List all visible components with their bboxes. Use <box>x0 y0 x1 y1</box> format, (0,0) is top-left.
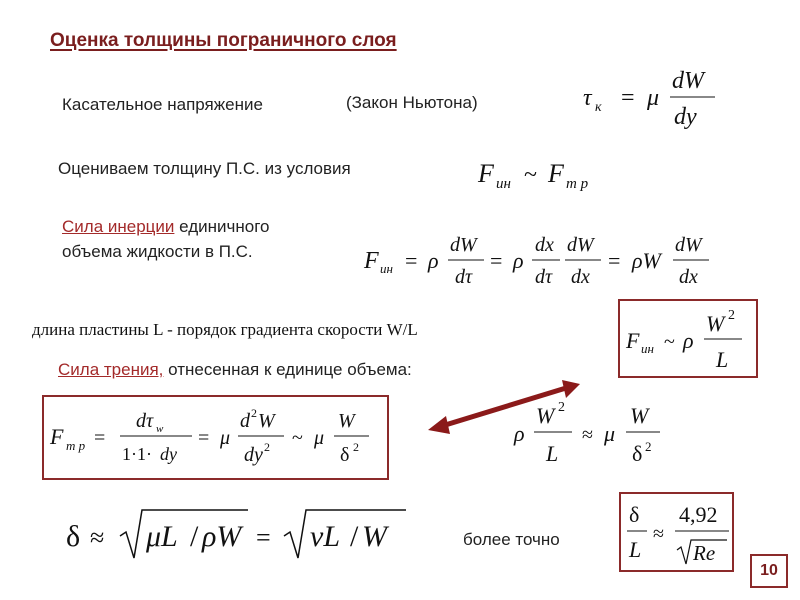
svg-text:≈: ≈ <box>90 523 105 552</box>
svg-text:/: / <box>350 520 359 553</box>
svg-text:μ: μ <box>314 427 325 449</box>
svg-text:L: L <box>546 441 559 466</box>
svg-text:μ: μ <box>220 427 231 449</box>
svg-text:≈: ≈ <box>582 424 593 446</box>
svg-text:dτ: dτ <box>535 266 553 288</box>
svg-text:2: 2 <box>353 440 359 454</box>
svg-text:w: w <box>156 423 164 435</box>
svg-text:≈: ≈ <box>653 523 664 545</box>
more-precise-label: более точно <box>463 530 560 549</box>
inertia-term: Сила инерции <box>62 217 175 236</box>
svg-text:dx: dx <box>679 266 698 288</box>
svg-text:F: F <box>626 328 640 353</box>
svg-text:~: ~ <box>292 427 303 449</box>
svg-text:W: W <box>258 410 275 432</box>
inertia-line1 <box>62 216 270 238</box>
condition-formula <box>470 148 630 198</box>
svg-text:L: L <box>629 537 642 562</box>
svg-text:~: ~ <box>664 331 675 353</box>
svg-text:т р: т р <box>66 438 86 453</box>
svg-text:=: = <box>94 427 106 449</box>
svg-text:L: L <box>716 347 729 372</box>
svg-text:W: W <box>706 311 725 336</box>
friction-rest: отнесенная к единице объема: <box>163 360 412 379</box>
svg-text:ин: ин <box>496 176 511 192</box>
friction-line <box>58 359 412 381</box>
svg-text:к: к <box>595 100 602 115</box>
svg-text:δ: δ <box>340 444 350 466</box>
estimate-label: Оцениваем толщину П.С. из условия <box>58 159 351 178</box>
svg-text:dy: dy <box>674 104 697 130</box>
svg-text:dW: dW <box>675 234 702 256</box>
svg-text:=: = <box>490 248 503 273</box>
svg-text:ρ: ρ <box>683 328 694 353</box>
inertia-estimate-box <box>618 299 758 378</box>
svg-text:=: = <box>608 248 621 273</box>
friction-box <box>42 395 389 480</box>
inertia-line2: объема жидкости в П.С. <box>62 242 253 261</box>
svg-text:1·1·: 1·1· <box>122 444 152 464</box>
svg-text:F: F <box>548 159 564 188</box>
svg-text:τ: τ <box>583 85 592 111</box>
svg-text:dτ: dτ <box>136 410 154 432</box>
tangential-label: Касательное напряжение <box>62 95 263 114</box>
svg-text:dx: dx <box>535 234 554 256</box>
svg-text:2: 2 <box>251 406 257 420</box>
svg-text:ρW: ρW <box>202 520 242 553</box>
svg-text:d: d <box>240 410 250 432</box>
svg-text:=: = <box>621 85 635 111</box>
svg-text:Re: Re <box>693 541 716 565</box>
svg-text:dW: dW <box>450 234 477 256</box>
svg-text:νL: νL <box>310 520 340 553</box>
svg-text:2: 2 <box>558 400 565 415</box>
friction-formula <box>44 397 387 478</box>
svg-text:μ: μ <box>604 421 616 446</box>
svg-text:dx: dx <box>571 266 590 288</box>
inertia-formula <box>360 225 760 295</box>
svg-text:dτ: dτ <box>455 266 473 288</box>
svg-text:W: W <box>338 410 355 432</box>
svg-text:ин: ин <box>380 261 393 276</box>
svg-text:dy: dy <box>160 444 177 464</box>
balance-formula <box>508 395 678 475</box>
svg-text:ин: ин <box>641 341 654 356</box>
page-title: Оценка толщины пограничного слоя <box>50 30 397 51</box>
precise-formula <box>621 494 732 570</box>
newton-law-label: (Закон Ньютона) <box>346 93 478 112</box>
svg-text:=: = <box>405 248 418 273</box>
svg-text:ρ: ρ <box>428 248 439 273</box>
svg-text:W: W <box>536 403 555 428</box>
svg-text:~: ~ <box>524 162 537 188</box>
svg-text:dW: dW <box>672 68 704 94</box>
svg-text:/: / <box>190 520 199 553</box>
svg-text:ρ: ρ <box>513 248 524 273</box>
page-number: 10 <box>750 554 788 588</box>
svg-text:2: 2 <box>645 439 652 454</box>
svg-text:δ: δ <box>632 441 643 466</box>
svg-text:dy: dy <box>244 444 263 466</box>
friction-term: Сила трения, <box>58 360 164 379</box>
svg-text:μL: μL <box>146 520 178 553</box>
svg-text:δ: δ <box>66 520 81 553</box>
svg-text:W: W <box>362 520 387 553</box>
svg-text:F: F <box>478 159 494 188</box>
svg-text:ρ: ρ <box>514 421 525 446</box>
svg-text:μ: μ <box>647 85 660 111</box>
plate-length-text: длина пластины L - порядок градиента скорости W/L <box>32 320 418 339</box>
svg-text:=: = <box>198 427 210 449</box>
precise-formula-box <box>619 492 734 572</box>
svg-text:F: F <box>50 424 64 449</box>
svg-text:2: 2 <box>264 440 270 454</box>
newton-law-formula <box>575 60 735 140</box>
svg-text:δ: δ <box>629 502 640 527</box>
svg-text:=: = <box>256 523 271 552</box>
svg-text:2: 2 <box>728 308 735 323</box>
svg-text:ρW: ρW <box>632 248 661 273</box>
inertia-line1-rest: единичного <box>174 217 270 236</box>
svg-text:W: W <box>630 403 649 428</box>
svg-text:F: F <box>364 248 379 274</box>
thickness-formula <box>60 500 420 570</box>
svg-text:4,92: 4,92 <box>679 502 718 527</box>
svg-text:dW: dW <box>567 234 594 256</box>
inertia-estimate-formula <box>620 301 756 376</box>
svg-text:т р: т р <box>566 176 589 192</box>
